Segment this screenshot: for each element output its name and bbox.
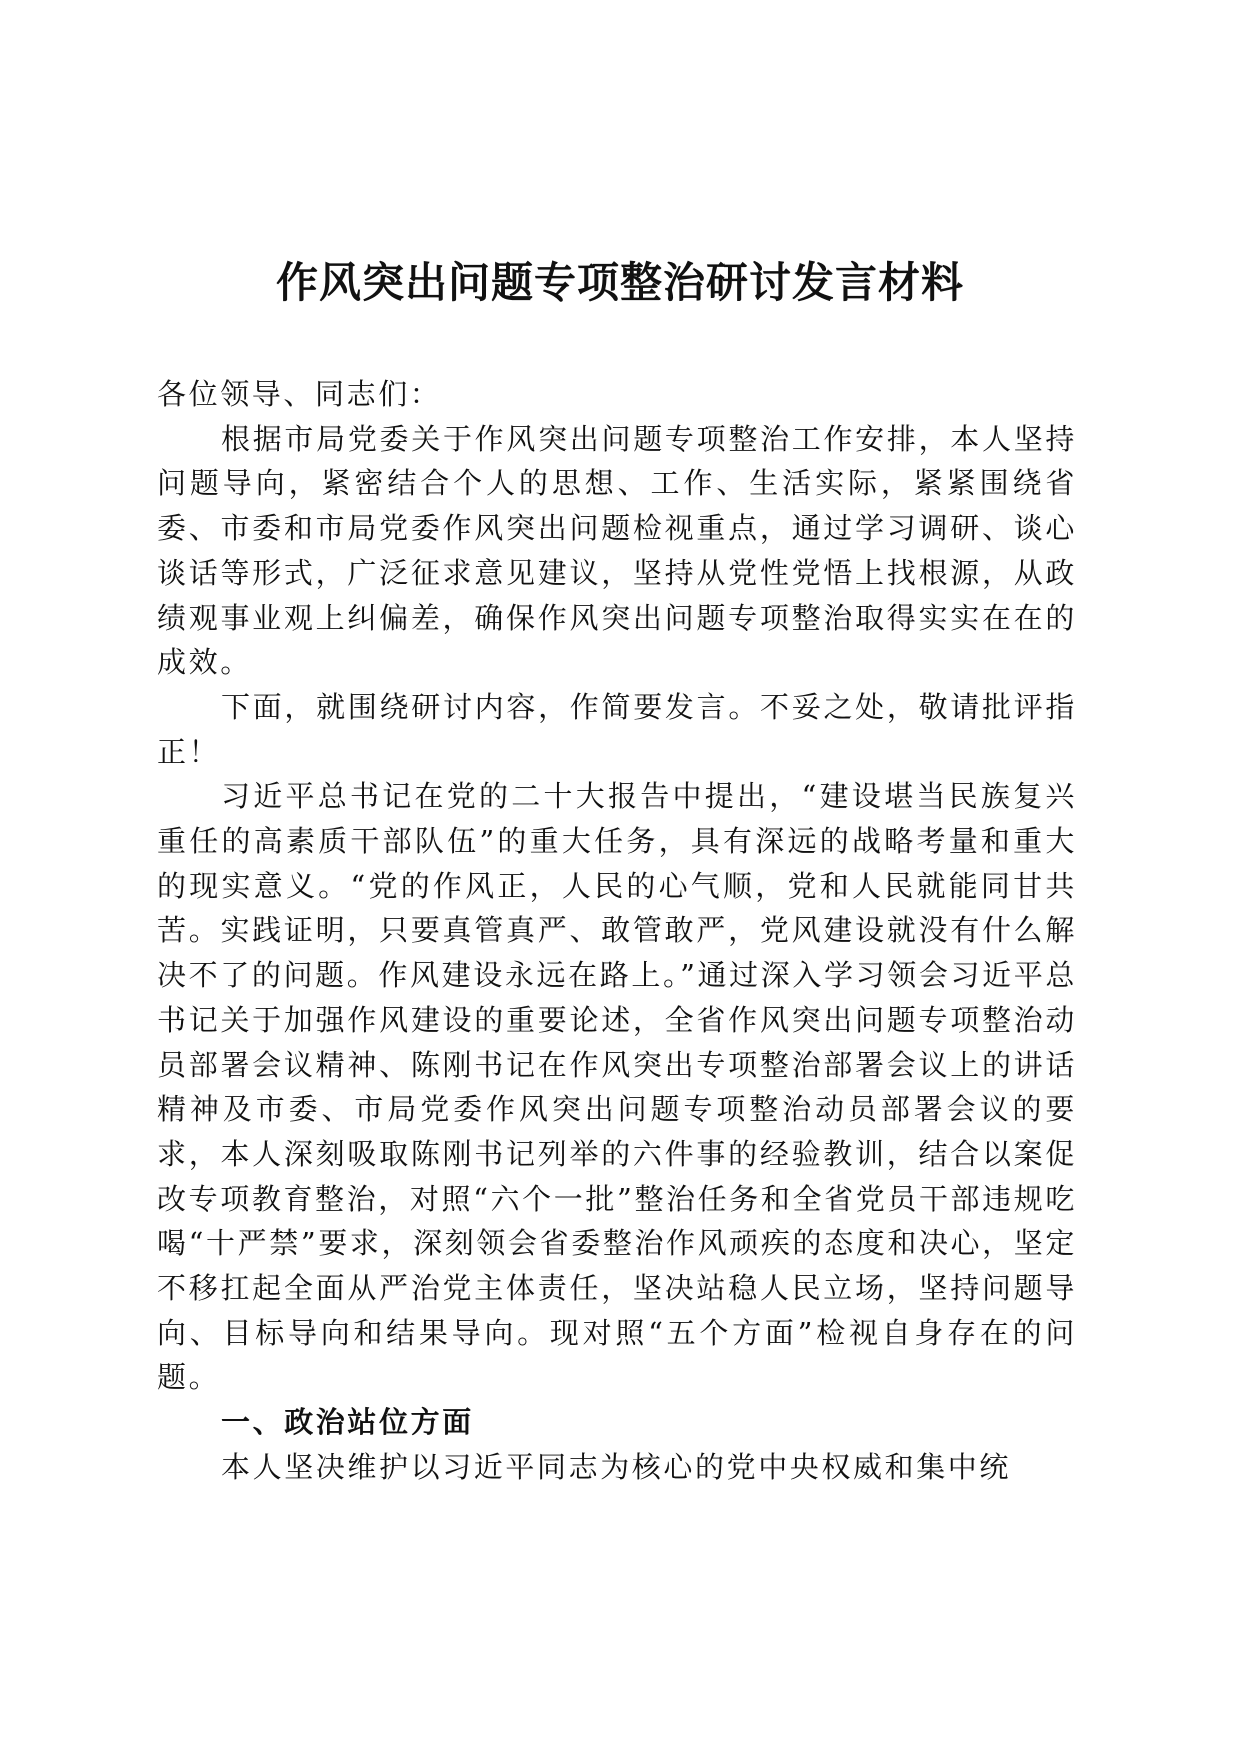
document-body xyxy=(157,372,1077,1490)
paragraph-intro: 根据市局党委关于作风突出问题专项整治工作安排，本人坚持问题导向，紧密结合个人的思想、工作、生活实际，紧紧围绕省委、市委和市局党委作风突出问题检视重点，通过学习调研、谈心谈话等形式，广泛征求意见建议，坚持从党性党悟上找根源，从政绩观事业观上纠偏差，确保作风突出问题专项整治取得实实在在的成效。 xyxy=(157,421,1077,680)
paragraph-main: 习近平总书记在党的二十大报告中提出，“建设堪当民族复兴重任的高素质干部队伍”的重大任务，具有深远的战略考量和重大的现实意义。“党的作风正，人民的心气顺，党和人民就能同甘共苦。实践证明，只要真管真严、敢管敢严，党风建设就没有什么解决不了的问题。作风建设永远在路上。”通过深入学习领会习近平总书记关于加强作风建设的重要论述，全省作风突出问题专项整治动员部署会议精神、陈刚书记在作风突出专项整治部署会议上的讲话精神及市委、市局党委作风突出问题专项整治动员部署会议的要求，本人深刻吸取陈刚书记列举的六件事的经验教训，结合以案促改专项教育整治，对照“六个一批”整治任务和全省党员干部违规吃喝“十严禁”要求，深刻领会省委整治作风顽疾的态度和决心，坚定不移扛起全面从严治党主体责任，坚决站稳人民立场，坚持问题导向、目标导向和结果导向。现对照“五个方面”检视自身存在的问题。 xyxy=(157,779,1077,1395)
document-title: 作风突出问题专项整治研讨发言材料 xyxy=(275,258,964,307)
section-paragraph: 本人坚决维护以习近平同志为核心的党中央权威和集中统 xyxy=(221,1449,1012,1484)
salutation: 各位领导、同志们： xyxy=(157,377,442,411)
paragraph-preface: 下面，就围绕研讨内容，作简要发言。不妥之处，敬请批评指正！ xyxy=(157,689,1077,769)
section-heading: 一、政治站位方面 xyxy=(221,1405,474,1440)
